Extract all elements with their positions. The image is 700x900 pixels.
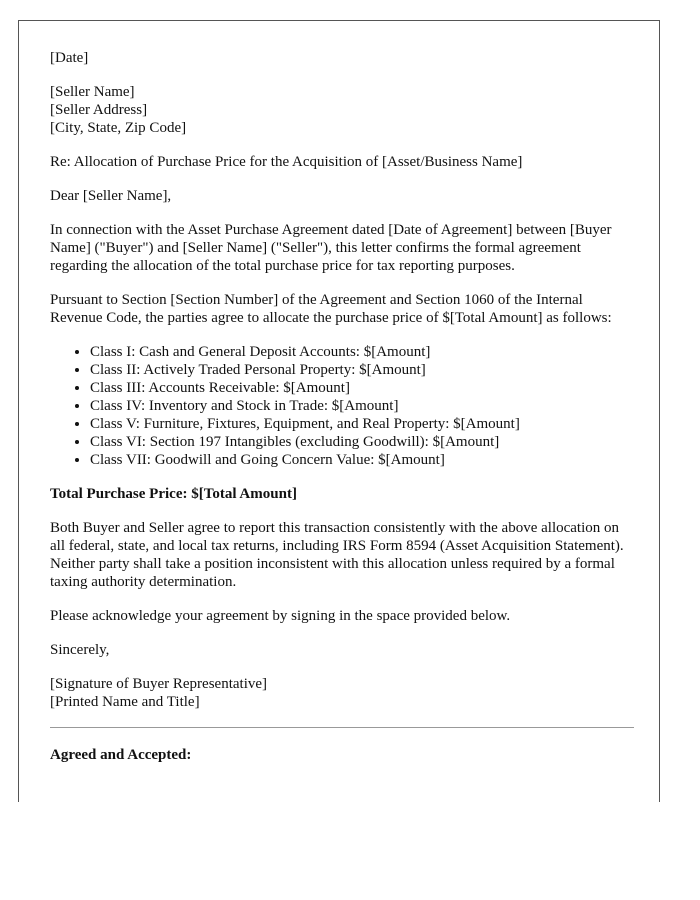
letter-content	[50, 49, 634, 780]
class-item: • Class II: Actively Traded Personal Property: $[Amount]	[90, 361, 634, 379]
allocation-class-list	[50, 343, 634, 469]
reporting-paragraph: Both Buyer and Seller agree to report this transaction consistently with the above allocation on all federal, state, and local tax returns, including IRS Form 8594 (Asset Acquisition Statement). Neither party shall take a position inconsistent with this allocation unless required by a formal taxing authority determination.	[50, 520, 624, 590]
acknowledge-paragraph: Please acknowledge your agreement by signing in the space provided below.	[50, 608, 511, 624]
signature-block	[50, 675, 634, 711]
printed-name-line: [Printed Name and Title]	[50, 694, 200, 710]
re-line: Re: Allocation of Purchase Price for the Acquisition of [Asset/Business Name]	[50, 154, 523, 170]
class-item: • Class III: Accounts Receivable: $[Amount]	[90, 379, 634, 397]
intro-paragraph: In connection with the Asset Purchase Agreement dated [Date of Agreement] between [Buyer Name] ("Buyer") and [Seller Name] ("Seller"), this letter confirms the formal agreement regarding the allocation of the total purchase price for tax reporting purposes.	[50, 222, 612, 274]
total-purchase-price: Total Purchase Price: $[Total Amount]	[50, 486, 297, 502]
class-item: • Class VI: Section 197 Intangibles (excluding Goodwill): $[Amount]	[90, 433, 634, 451]
recipient-block	[50, 83, 634, 137]
letter-page	[18, 20, 660, 802]
recipient-city-state-zip: [City, State, Zip Code]	[50, 120, 187, 136]
agreed-accepted-heading: Agreed and Accepted:	[50, 747, 192, 763]
class-item: • Class IV: Inventory and Stock in Trade: $[Amount]	[90, 397, 634, 415]
section-divider	[50, 727, 634, 728]
salutation: Dear [Seller Name],	[50, 188, 172, 204]
class-item: • Class VII: Goodwill and Going Concern Value: $[Amount]	[90, 451, 634, 469]
allocation-paragraph: Pursuant to Section [Section Number] of the Agreement and Section 1060 of the Internal Revenue Code, the parties agree to allocate the purchase price of $[Total Amount] as follows:	[50, 292, 612, 326]
class-item: • Class V: Furniture, Fixtures, Equipment, and Real Property: $[Amount]	[90, 415, 634, 433]
letter-date: [Date]	[50, 50, 89, 66]
class-item: • Class I: Cash and General Deposit Accounts: $[Amount]	[90, 343, 634, 361]
recipient-address: [Seller Address]	[50, 102, 148, 118]
signature-line: [Signature of Buyer Representative]	[50, 676, 268, 692]
recipient-name: [Seller Name]	[50, 84, 135, 100]
closing: Sincerely,	[50, 642, 110, 658]
